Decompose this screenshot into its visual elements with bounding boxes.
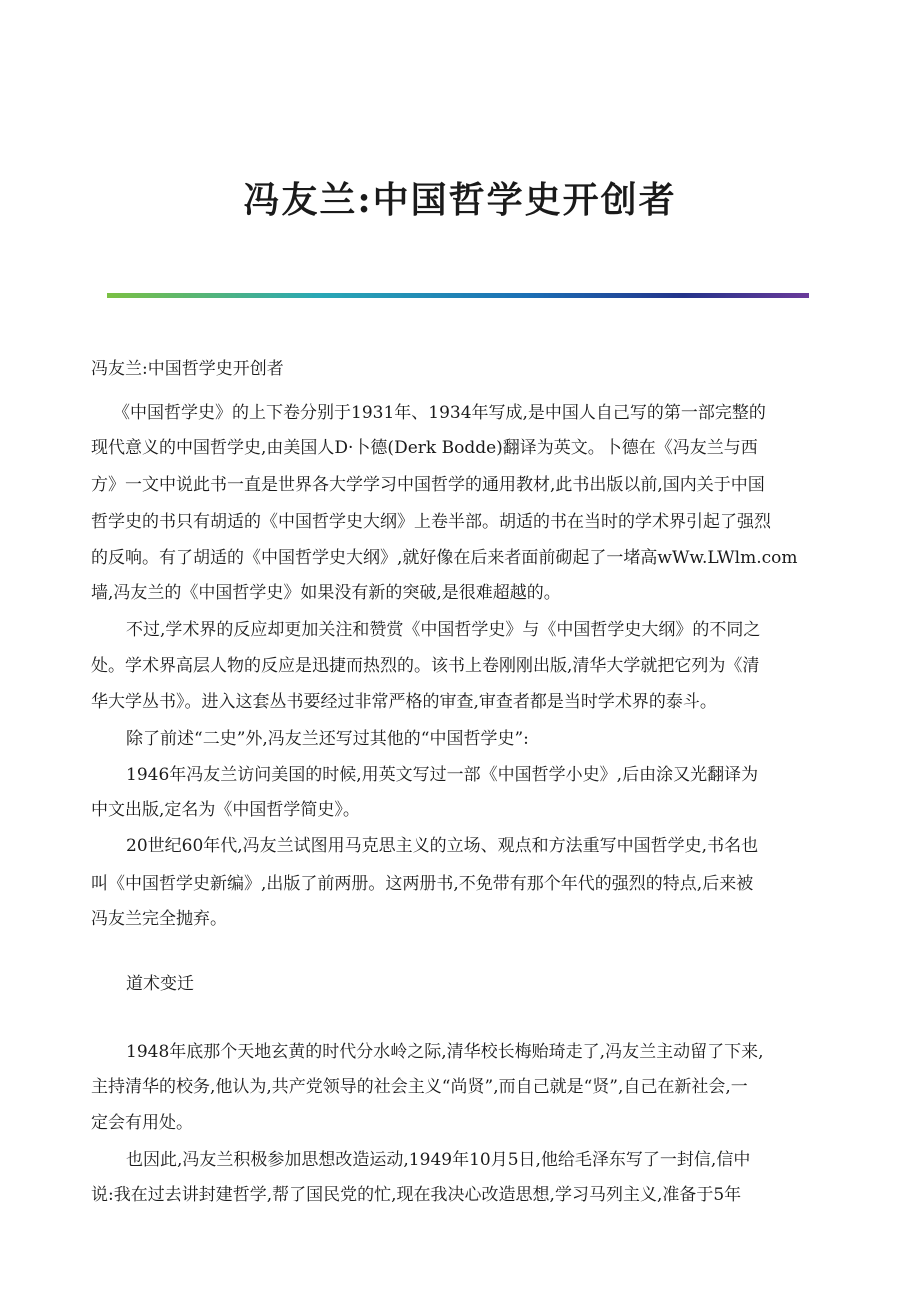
text-line: 中文出版,定名为《中国哲学简史》。: [91, 800, 360, 820]
text-line: 1948年底那个天地玄黄的时代分水岭之际,清华校长梅贻琦走了,冯友兰主动留了下来,: [126, 1042, 764, 1062]
text-line: 华大学丛书》。进入这套丛书要经过非常严格的审查,审查者都是当时学术界的泰斗。: [91, 692, 717, 712]
text-line: 20世纪60年代,冯友兰试图用马克思主义的立场、观点和方法重写中国哲学史,书名也: [126, 836, 759, 856]
text-line: 《中国哲学史》的上下卷分别于1931年、1934年写成,是中国人自己写的第一部完整的: [113, 403, 766, 423]
text-line: 除了前述“二史”外,冯友兰还写过其他的“中国哲学史”:: [126, 729, 529, 749]
text-line: 现代意义的中国哲学史,由美国人D·卜德(Derk Bodde)翻译为英文。卜德在《冯友兰与西: [91, 438, 758, 458]
document-title: 冯友兰:中国哲学史开创者: [243, 179, 677, 221]
document-subtitle: 冯友兰:中国哲学史开创者: [91, 359, 284, 379]
text-line: 1946年冯友兰访问美国的时候,用英文写过一部《中国哲学小史》,后由涂又光翻译为: [126, 765, 759, 785]
title-divider: [107, 293, 809, 298]
text-line: 处。学术界高层人物的反应是迅捷而热烈的。该书上卷刚刚出版,清华大学就把它列为《清: [91, 656, 760, 676]
text-line: 定会有用处。: [91, 1113, 193, 1133]
text-line: 也因此,冯友兰积极参加思想改造运动,1949年10月5日,他给毛泽东写了一封信,信中: [126, 1150, 751, 1170]
text-line: 主持清华的校务,他认为,共产党领导的社会主义“尚贤”,而自己就是“贤”,自己在新社会,一: [91, 1077, 748, 1097]
text-line: 不过,学术界的反应却更加关注和赞赏《中国哲学史》与《中国哲学史大纲》的不同之: [126, 620, 761, 640]
text-line: 说:我在过去讲封建哲学,帮了国民党的忙,现在我决心改造思想,学习马列主义,准备于5年: [91, 1185, 742, 1205]
text-line: 叫《中国哲学史新编》,出版了前两册。这两册书,不免带有那个年代的强烈的特点,后来被: [91, 874, 754, 894]
text-line: 方》一文中说此书一直是世界各大学学习中国哲学的通用教材,此书出版以前,国内关于中国: [91, 475, 765, 495]
text-line: 冯友兰完全抛弃。: [91, 909, 227, 929]
text-line: 墙,冯友兰的《中国哲学史》如果没有新的突破,是很难超越的。: [91, 583, 561, 603]
text-line: 的反响。有了胡适的《中国哲学史大纲》,就好像在后来者面前砌起了一堵高wWw.LWlm.com: [91, 548, 798, 568]
text-line: 哲学史的书只有胡适的《中国哲学史大纲》上卷半部。胡适的书在当时的学术界引起了强烈: [91, 512, 771, 532]
section-heading: 道术变迁: [126, 974, 194, 994]
